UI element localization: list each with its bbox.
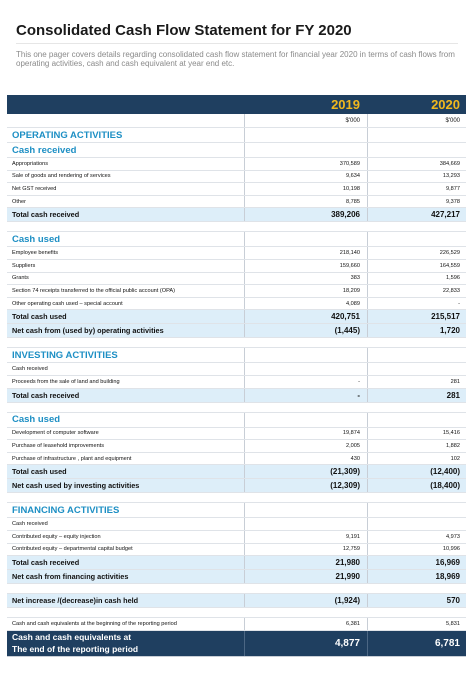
page-title: Consolidated Cash Flow Statement for FY 2020 (16, 22, 352, 39)
value-2020: - (367, 298, 466, 310)
value-2019: 10,198 (244, 183, 367, 195)
subsection-heading-row (7, 413, 466, 428)
value-2020: 1,720 (367, 324, 466, 337)
value-2020 (367, 338, 466, 347)
value-2019: 6,381 (244, 618, 367, 630)
value-2019: 4,089 (244, 298, 367, 310)
row-label: Purchase of leasehold improvements (12, 442, 105, 449)
spacer-row (7, 493, 466, 503)
row-label (7, 584, 244, 593)
table-row (7, 247, 466, 260)
value-2020: 281 (367, 376, 466, 388)
value-2019: - (244, 389, 367, 402)
value-2020: 102 (367, 453, 466, 465)
value-2020 (367, 493, 466, 502)
value-2019 (244, 413, 367, 427)
row-label: Cash received (12, 521, 48, 528)
row-label (7, 608, 244, 617)
value-2019: (21,309) (244, 465, 367, 478)
value-2019 (244, 503, 367, 517)
row-label: Cash used (12, 233, 61, 245)
table-row (7, 260, 466, 273)
value-2019: 9,191 (244, 531, 367, 543)
row-label: Appropriations (12, 160, 49, 167)
year-header-row (7, 95, 466, 114)
value-2019 (244, 363, 367, 375)
value-2019: 159,660 (244, 260, 367, 272)
section-heading-row (7, 128, 466, 143)
value-2020: (12,400) (367, 465, 466, 478)
row-label (7, 338, 244, 347)
unit-2020: $'000 (367, 114, 466, 127)
value-2020: 1,882 (367, 440, 466, 452)
row-label: Total cash received (12, 558, 80, 568)
value-2019: 12,759 (244, 544, 367, 556)
table-row (7, 518, 466, 531)
value-2020: 226,529 (367, 247, 466, 259)
value-2019 (244, 608, 367, 617)
row-label: Cash received (12, 144, 77, 156)
value-2020: 15,416 (367, 428, 466, 440)
value-2019 (244, 338, 367, 347)
row-label (7, 403, 244, 412)
value-2019: 18,209 (244, 285, 367, 297)
row-label: OPERATING ACTIVITIES (12, 129, 123, 141)
year-2019-header: 2019 (331, 97, 360, 112)
page-subtitle: This one pager covers details regarding consolidated cash flow statement for financial year 2020 in terms of cash flows from operating activities, cash and cash equivalent at year end etc. (16, 50, 455, 68)
value-2020: 384,669 (367, 158, 466, 170)
row-label (7, 493, 244, 502)
value-2019: 21,990 (244, 570, 367, 583)
spacer-row (7, 222, 466, 232)
table-row (7, 428, 466, 441)
total-row (7, 479, 466, 493)
row-label: Total cash received (12, 210, 80, 220)
row-label: Contributed equity – equity injection (12, 533, 101, 540)
spacer-row (7, 403, 466, 413)
value-2019 (244, 518, 367, 530)
value-2019: 21,980 (244, 556, 367, 569)
total-row (7, 208, 466, 222)
value-2020 (367, 503, 466, 517)
spacer-row (7, 608, 466, 618)
table-row (7, 285, 466, 298)
row-label: Cash used (12, 414, 61, 426)
value-2019: 370,589 (244, 158, 367, 170)
total-row (7, 324, 466, 338)
value-2019: 218,140 (244, 247, 367, 259)
row-label: Cash and cash equivalents at the beginning of the reporting period (12, 620, 177, 627)
value-2020: 13,293 (367, 171, 466, 183)
row-label: Cash and cash equivalents at The end of the reporting period (12, 632, 139, 655)
row-label: Net increase /(decrease)in cash held (12, 596, 139, 606)
value-2020: 4,973 (367, 531, 466, 543)
value-2020 (367, 348, 466, 362)
cash-flow-table (7, 95, 466, 657)
row-label: Purchase of infrastructure , plant and equipment (12, 455, 132, 462)
value-2020 (367, 128, 466, 142)
year-2020-header: 2020 (431, 97, 460, 112)
table-row (7, 531, 466, 544)
spacer-row (7, 584, 466, 594)
value-2020 (367, 222, 466, 231)
table-row (7, 171, 466, 184)
row-label: Employee benefits (12, 250, 59, 257)
subsection-heading-row (7, 143, 466, 158)
total-row (7, 310, 466, 324)
value-2020: 9,378 (367, 196, 466, 208)
value-2020: 6,781 (367, 631, 466, 656)
value-2019: 8,785 (244, 196, 367, 208)
row-label: Net cash used by investing activities (12, 481, 140, 491)
row-label: Net cash from (used by) operating activities (12, 326, 164, 336)
row-label: Section 74 receipts transferred to the official public account (OPA) (12, 287, 176, 294)
value-2020: (18,400) (367, 479, 466, 492)
row-label: Total cash used (12, 467, 67, 477)
value-2019: (12,309) (244, 479, 367, 492)
value-2019: 19,874 (244, 428, 367, 440)
total-row (7, 556, 466, 570)
value-2019 (244, 232, 367, 246)
row-label: Contributed equity – departmental capital budget (12, 546, 133, 553)
section-heading-row (7, 348, 466, 363)
subsection-heading-row (7, 232, 466, 247)
row-label: Grants (12, 275, 29, 282)
table-row (7, 544, 466, 557)
value-2020: 16,969 (367, 556, 466, 569)
table-row (7, 183, 466, 196)
value-2020: 9,877 (367, 183, 466, 195)
value-2020: 570 (367, 594, 466, 607)
total-row (7, 465, 466, 479)
value-2019 (244, 493, 367, 502)
row-label: Total cash received (12, 390, 80, 400)
table-row (7, 618, 466, 631)
value-2020: 22,833 (367, 285, 466, 297)
value-2019: - (244, 376, 367, 388)
row-label: Total cash used (12, 312, 67, 322)
row-label: Net cash from financing activities (12, 572, 129, 582)
value-2020 (367, 403, 466, 412)
row-label: Net GST received (12, 185, 57, 192)
table-row (7, 196, 466, 209)
year-header-blank (7, 95, 244, 114)
value-2019 (244, 128, 367, 142)
value-2019: 420,751 (244, 310, 367, 323)
value-2019 (244, 584, 367, 593)
table-row (7, 440, 466, 453)
value-2020 (367, 584, 466, 593)
title-divider (16, 43, 458, 44)
closing-balance-row (7, 631, 466, 656)
row-label: Suppliers (12, 262, 36, 269)
unit-row-blank (7, 114, 244, 127)
row-label: Sale of goods and rendering of services (12, 173, 111, 180)
value-2019: 2,005 (244, 440, 367, 452)
value-2020 (367, 143, 466, 157)
value-2019 (244, 403, 367, 412)
value-2020: 281 (367, 389, 466, 402)
total-row (7, 594, 466, 608)
table-bottom-rule (7, 656, 466, 657)
value-2020: 215,517 (367, 310, 466, 323)
value-2019: 430 (244, 453, 367, 465)
row-label: Other operating cash used – special account (12, 300, 123, 307)
value-2019: 389,206 (244, 208, 367, 221)
row-label: Cash received (12, 366, 48, 373)
value-2020 (367, 363, 466, 375)
value-2019: (1,924) (244, 594, 367, 607)
table-row (7, 158, 466, 171)
value-2019 (244, 348, 367, 362)
value-2020 (367, 608, 466, 617)
value-2020 (367, 518, 466, 530)
value-2020: 5,831 (367, 618, 466, 630)
value-2019: 383 (244, 273, 367, 285)
value-2019 (244, 222, 367, 231)
value-2019 (244, 143, 367, 157)
row-label: Development of computer software (12, 430, 99, 437)
value-2020: 164,559 (367, 260, 466, 272)
table-row (7, 376, 466, 389)
row-label (7, 222, 244, 231)
section-heading-row (7, 503, 466, 518)
row-label: FINANCING ACTIVITIES (12, 504, 120, 516)
value-2020: 1,596 (367, 273, 466, 285)
value-2019: 9,634 (244, 171, 367, 183)
total-row (7, 389, 466, 403)
row-label: Other (12, 198, 26, 205)
value-2020: 10,996 (367, 544, 466, 556)
unit-2019: $'000 (244, 114, 367, 127)
table-row (7, 453, 466, 466)
value-2020: 427,217 (367, 208, 466, 221)
table-row (7, 363, 466, 376)
spacer-row (7, 338, 466, 348)
unit-row (7, 114, 466, 128)
value-2019: 4,877 (244, 631, 367, 656)
row-label: Proceeds from the sale of land and building (12, 378, 120, 385)
value-2020 (367, 232, 466, 246)
value-2020 (367, 413, 466, 427)
total-row (7, 570, 466, 584)
row-label: INVESTING ACTIVITIES (12, 349, 118, 361)
table-row (7, 273, 466, 286)
table-row (7, 298, 466, 311)
value-2019: (1,445) (244, 324, 367, 337)
table-body (7, 128, 466, 656)
value-2020: 18,969 (367, 570, 466, 583)
